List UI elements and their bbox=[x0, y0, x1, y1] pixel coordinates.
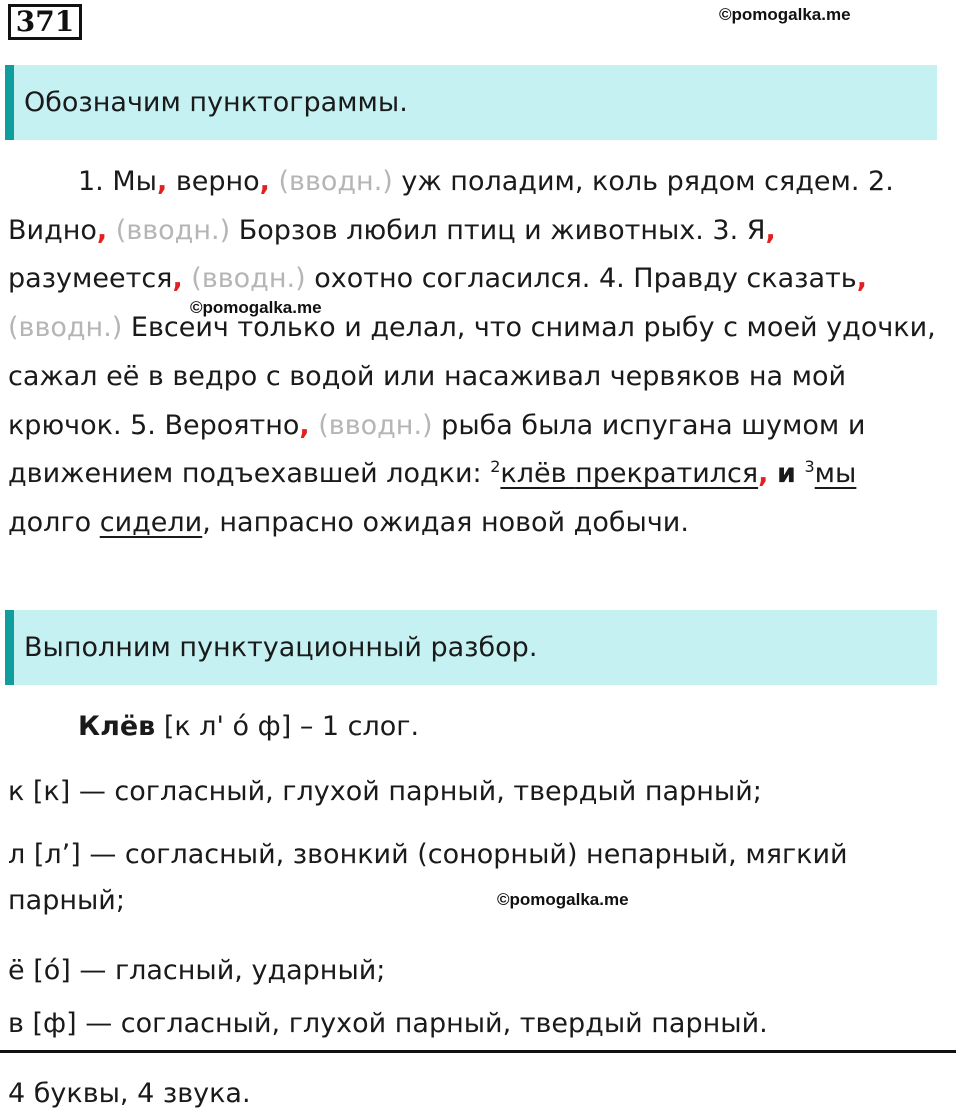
intro-word-note: (вводн.) bbox=[318, 409, 433, 441]
comma-mark: , bbox=[96, 214, 108, 246]
intro-word-note: (вводн.) bbox=[8, 312, 123, 344]
comma-mark: , bbox=[156, 166, 168, 197]
comma-mark: , bbox=[758, 458, 769, 490]
word-transcription: Клёв [к л' о́ ф] – 1 слог. bbox=[78, 711, 420, 742]
subject-my: мы bbox=[814, 458, 857, 490]
comma-mark: , bbox=[856, 263, 867, 295]
comma-mark: , bbox=[299, 409, 310, 441]
watermark-bottom: ©pomogalka.me bbox=[497, 890, 629, 909]
analysis-word: Клёв bbox=[78, 711, 156, 742]
section-banner-analysis bbox=[5, 610, 937, 685]
main-text: 1. Мы, верно, (вводн.) уж поладим, коль рядом сядем. 2. Видно, (вводн.) Борзов любил птиц и животных. 3. Я, разумеется, (вводн.) охотно согласился. 4. Правду сказать, (вводн.) Евсеич только и делал, что снимал рыбу с моей удочки, сажал её в ведро с водой или насаживал червяков на мой крючок. 5. Вероятно, (вводн.) рыба была испугана шумом и движением подъехавшей лодки: $^2$клёв прекратился, и $^3$мы долго сидели, напрасно ожидая новой добычи. bbox=[8, 166, 936, 538]
intro-word-note: (вводн.) bbox=[278, 166, 393, 197]
comma-mark: , bbox=[765, 214, 776, 246]
intro-word-note: (вводн.) bbox=[191, 263, 306, 295]
watermark-top: ©pomogalka.me bbox=[719, 5, 851, 24]
section-title: Обозначим пунктограммы. bbox=[24, 87, 408, 118]
section-banner-punctograms bbox=[5, 65, 937, 140]
sound-line-yo: ё [о́] — гласный, ударный; bbox=[8, 955, 386, 986]
task-number: 371 bbox=[8, 4, 82, 40]
watermark-middle: ©pomogalka.me bbox=[190, 298, 322, 317]
predicate-prekratilsya: прекратился bbox=[575, 458, 759, 490]
divider bbox=[0, 1050, 956, 1053]
conjunction-i: и bbox=[776, 458, 796, 490]
subject-klev: клёв bbox=[500, 458, 567, 490]
sound-line-v: в [ф] — согласный, глухой парный, твердый парный. bbox=[8, 1008, 768, 1039]
section-title: Выполним пунктуационный разбор. bbox=[24, 632, 538, 663]
summary: 4 буквы, 4 звука. bbox=[8, 1078, 251, 1109]
comma-mark: , bbox=[259, 166, 270, 197]
sound-line-k: к [к] — согласный, глухой парный, твердый парный; bbox=[8, 776, 762, 807]
comma-mark: , bbox=[172, 263, 183, 295]
predicate-sideli: сидели bbox=[99, 506, 203, 538]
intro-word-note: (вводн.) bbox=[115, 214, 231, 246]
sound-line-l: л [л’] — согласный, звонкий (сонорный) непарный, мягкий парный; bbox=[8, 839, 848, 916]
